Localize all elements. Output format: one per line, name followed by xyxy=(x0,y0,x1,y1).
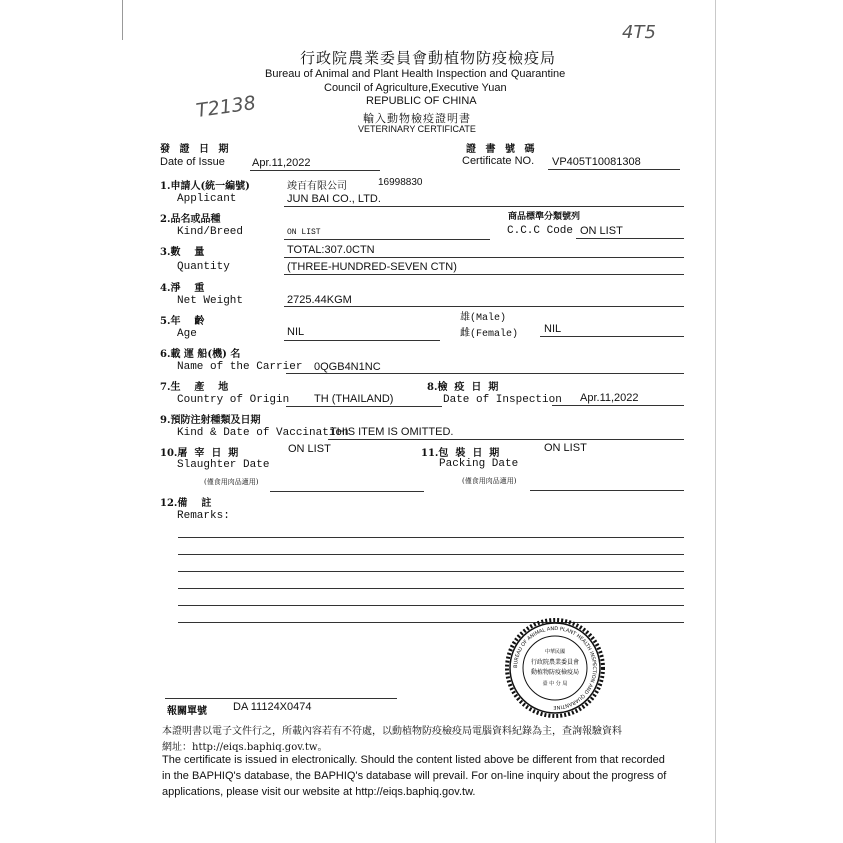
carrier-value: 0QGB4N1NC xyxy=(314,361,381,373)
certificate-number-label-zh: 證 書 號 碼 xyxy=(466,144,538,155)
agency-title-en: Bureau of Animal and Plant Health Inspection and Quarantine xyxy=(265,68,566,80)
packing-date-note: (僅食用肉品適用) xyxy=(462,477,517,485)
underline xyxy=(552,405,684,406)
inspection-date-value: Apr.11,2022 xyxy=(580,392,639,404)
slaughter-date-note: (僅食用肉品適用) xyxy=(204,478,259,486)
issue-date-label: Date of Issue xyxy=(160,156,225,168)
agency-title-zh: 行政院農業委員會動植物防疫檢疫局 xyxy=(300,49,557,67)
sex-male-label: 雄(Male) xyxy=(460,313,507,324)
notice-en: in the BAPHIQ's database, the BAPHIQ's database will prevail. For on-line inquiry about the progress of xyxy=(162,770,667,782)
certificate-number-label: Certificate NO. xyxy=(462,155,535,167)
underline xyxy=(284,274,684,275)
remarks-line xyxy=(178,571,684,572)
underline xyxy=(530,490,684,491)
origin-label-zh: 7.生 產 地 xyxy=(160,382,229,393)
scan-edge xyxy=(122,0,123,40)
underline xyxy=(548,169,680,170)
vaccination-label-zh: 9.預防注射種類及日期 xyxy=(160,415,261,426)
underline xyxy=(284,340,440,341)
kind-label-zh: 2.品名或品種 xyxy=(160,214,221,225)
council-name: Council of Agriculture,Executive Yuan xyxy=(324,82,507,94)
remarks-line xyxy=(178,622,684,623)
quantity-total: TOTAL:307.0CTN xyxy=(287,244,375,256)
sex-female-label: 雌(Female) xyxy=(460,329,519,340)
notice-zh: 本證明書以電子文件行之，所載內容若有不符處，以動植物防疫檢疫局電腦資料紀錄為主，查詢報驗資料 xyxy=(162,726,622,737)
official-seal xyxy=(505,618,605,718)
certificate-number-value: VP405T10081308 xyxy=(552,156,641,168)
underline xyxy=(286,406,442,407)
carrier-label: Name of the Carrier xyxy=(177,361,303,373)
notice-en: applications, please visit our website at http://eiqs.baphiq.gov.tw. xyxy=(162,786,476,798)
scan-edge xyxy=(715,0,716,843)
remarks-line xyxy=(178,605,684,606)
issue-date-value: Apr.11,2022 xyxy=(252,157,311,169)
seal-ring-text: BUREAU OF ANIMAL AND PLANT HEALTH INSPECTION AND QUARANTINE xyxy=(512,625,598,711)
quantity-label-zh: 3.數 量 xyxy=(160,247,205,258)
applicant-name: JUN BAI CO., LTD. xyxy=(287,193,381,205)
ccc-label-zh: 商品標準分類號列 xyxy=(508,212,581,222)
net-weight-value: 2725.44KGM xyxy=(287,294,352,306)
quantity-label: Quantity xyxy=(177,261,230,273)
net-weight-label: Net Weight xyxy=(177,295,244,307)
seal-text: 臺 中 分 局 xyxy=(542,681,568,687)
underline xyxy=(284,239,490,240)
seal-text: 動植物防疫檢疫局 xyxy=(530,669,580,676)
quantity-words: (THREE-HUNDRED-SEVEN CTN) xyxy=(287,261,457,273)
packing-date-label-zh: 11.包 裝 日 期 xyxy=(421,448,500,459)
certificate-title-zh: 輸入動物檢疫證明書 xyxy=(363,112,471,125)
remarks-line xyxy=(178,537,684,538)
slaughter-date-label-zh: 10.屠 宰 日 期 xyxy=(160,448,239,459)
packing-date-label: Packing Date xyxy=(439,458,519,470)
applicant-id: 16998830 xyxy=(378,177,423,188)
notice-zh: 網址：http://eiqs.baphiq.gov.tw。 xyxy=(162,742,328,753)
origin-value: TH (THAILAND) xyxy=(314,393,394,405)
vaccination-value: THIS ITEM IS OMITTED. xyxy=(330,426,454,438)
slaughter-date-value: ON LIST xyxy=(288,443,331,455)
underline xyxy=(328,439,684,440)
vaccination-label: Kind & Date of Vaccination xyxy=(177,427,349,439)
underline xyxy=(284,206,684,207)
underline xyxy=(284,306,684,307)
applicant-label: Applicant xyxy=(177,193,237,205)
declaration-number-value: DA 11124X0474 xyxy=(233,701,312,713)
issue-date-label-zh: 發 證 日 期 xyxy=(160,144,232,155)
handwritten-note: 4T5 xyxy=(622,22,656,43)
underline xyxy=(165,698,397,699)
remarks-line xyxy=(178,554,684,555)
country-name: REPUBLIC OF CHINA xyxy=(366,95,477,107)
carrier-label-zh: 6.載 運 船(機) 名 xyxy=(160,349,241,360)
packing-date-value: ON LIST xyxy=(544,442,587,454)
underline xyxy=(576,238,684,239)
seal-text: 行政院農業委員會 xyxy=(530,659,580,666)
ccc-label: C.C.C Code xyxy=(507,225,574,237)
handwritten-note: T2138 xyxy=(194,91,258,123)
age-label-zh: 5.年 齡 xyxy=(160,316,205,327)
origin-label: Country of Origin xyxy=(177,394,290,406)
kind-value: ON LIST xyxy=(287,228,321,237)
inspection-date-label-zh: 8.檢 疫 日 期 xyxy=(427,382,499,393)
underline xyxy=(284,257,684,258)
underline xyxy=(250,170,380,171)
kind-label: Kind/Breed xyxy=(177,226,244,238)
underline xyxy=(540,336,684,337)
remarks-label: Remarks: xyxy=(177,510,230,522)
age-value: NIL xyxy=(287,326,305,338)
seal-text: 中華民國 xyxy=(544,649,566,655)
remarks-line xyxy=(178,588,684,589)
applicant-label-zh: 1.申請人(統一編號) xyxy=(160,181,250,192)
declaration-number-label: 報關單號 xyxy=(167,706,207,717)
slaughter-date-label: Slaughter Date xyxy=(177,459,270,471)
applicant-name-zh: 竣百有限公司 xyxy=(287,181,347,192)
inspection-date-label: Date of Inspection xyxy=(443,394,562,406)
ccc-value: ON LIST xyxy=(580,225,623,237)
sex-value: NIL xyxy=(544,323,562,335)
underline xyxy=(286,373,684,374)
age-label: Age xyxy=(177,328,197,340)
net-weight-label-zh: 4.淨 重 xyxy=(160,283,205,294)
certificate-title-en: VETERINARY CERTIFICATE xyxy=(358,124,476,134)
underline xyxy=(270,491,424,492)
notice-en: The certificate is issued in electronically. Should the content listed above be different from that recorded xyxy=(162,754,665,766)
remarks-label-zh: 12.備 註 xyxy=(160,498,212,509)
